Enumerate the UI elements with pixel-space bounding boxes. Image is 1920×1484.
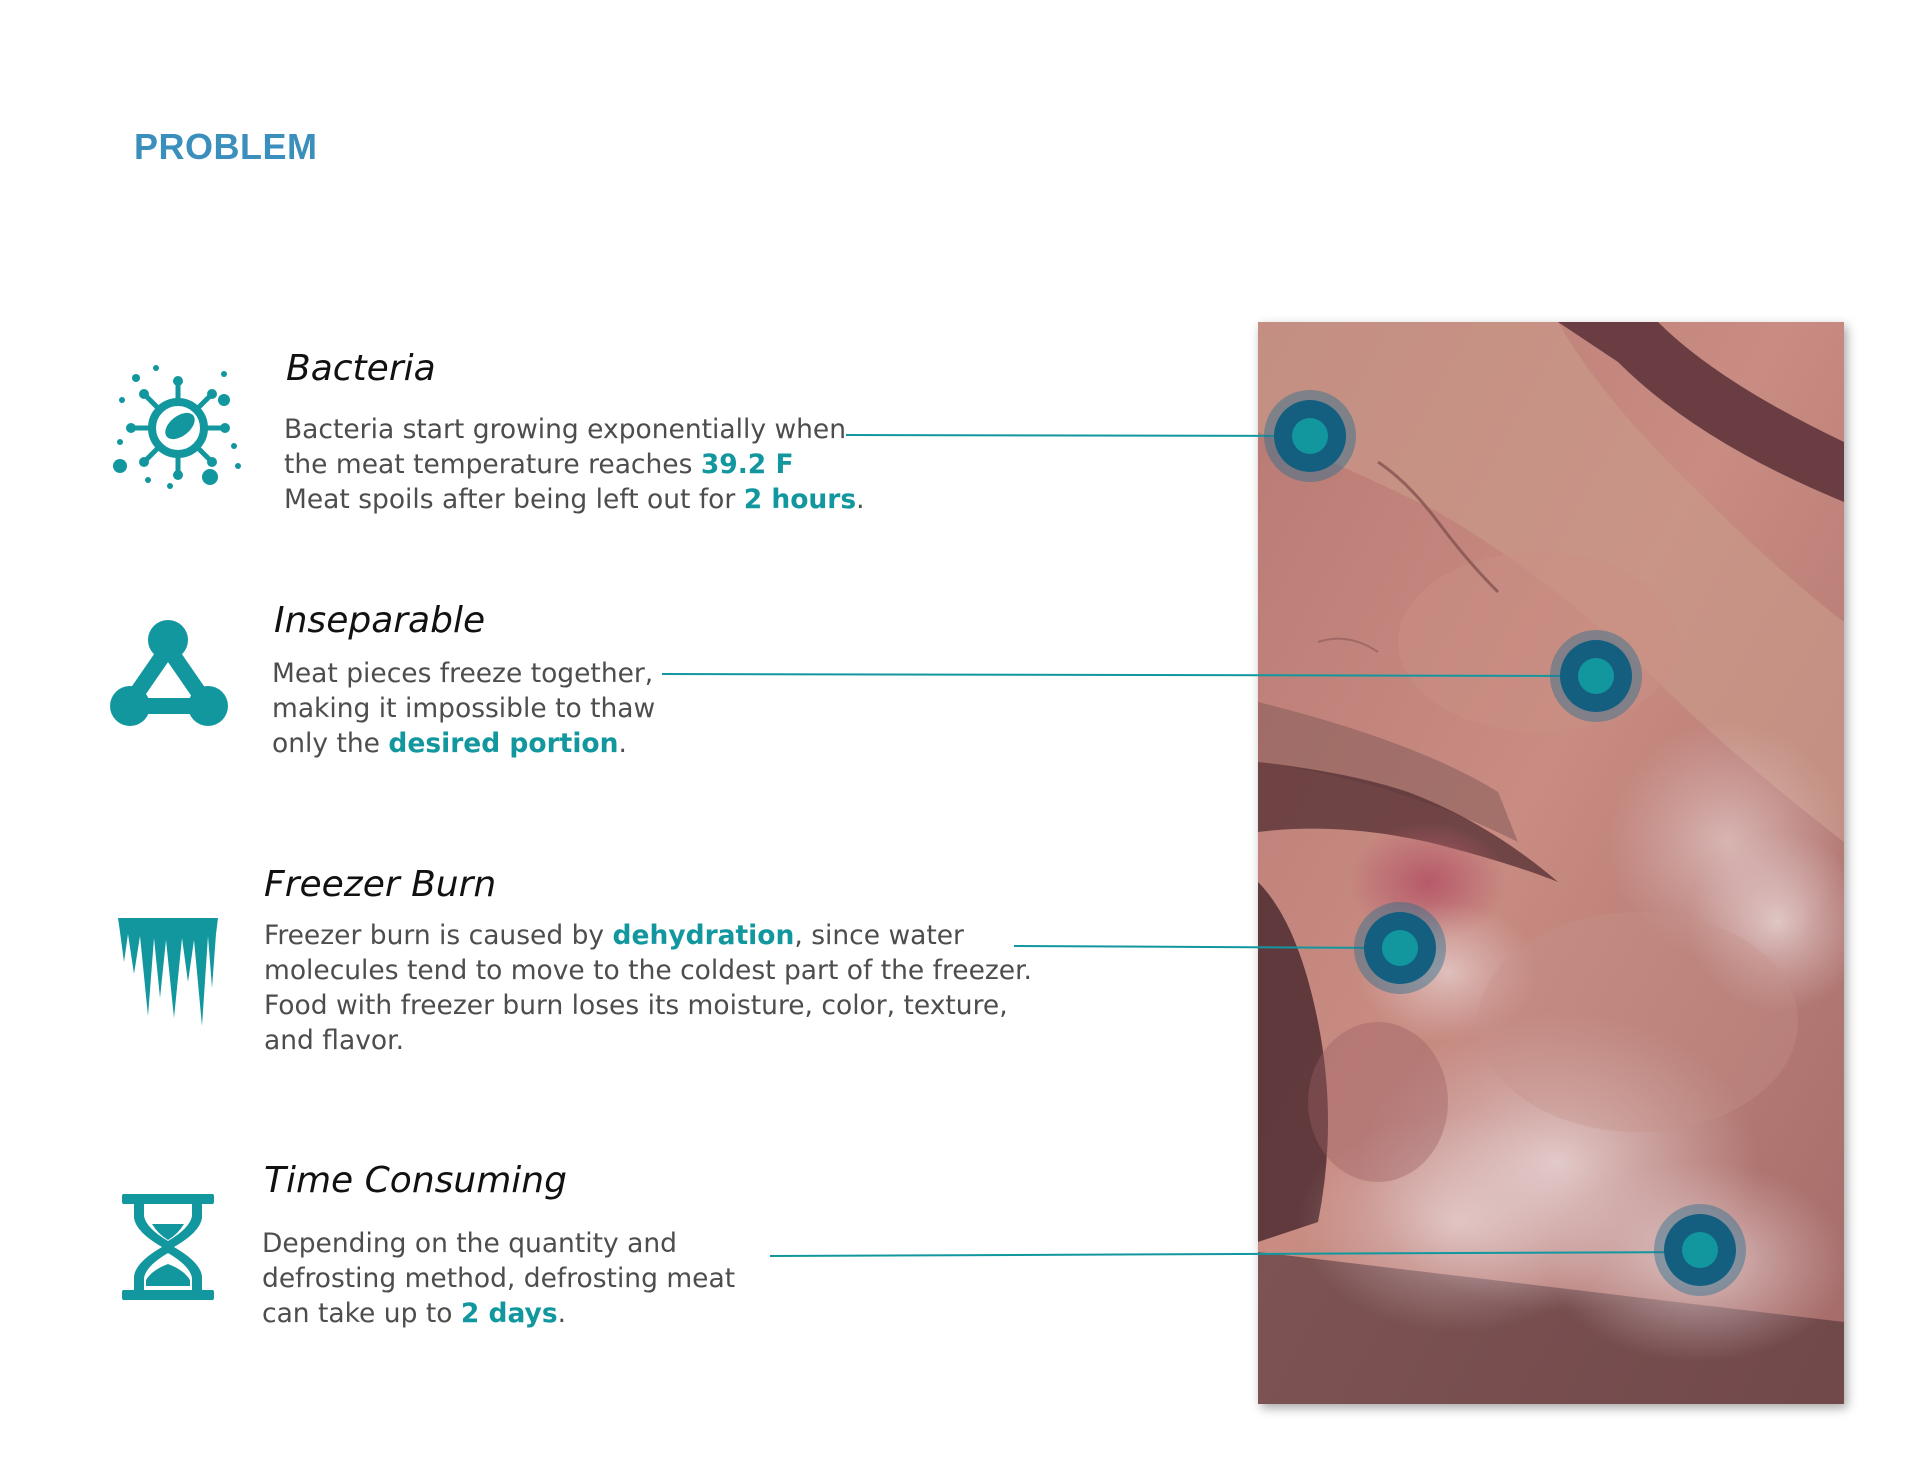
problem-desc-freezer-burn bbox=[264, 918, 1032, 1058]
desc-text: Food with freezer burn loses its moisture, color, texture, bbox=[264, 990, 1008, 1021]
desc-line bbox=[272, 728, 627, 759]
desc-text: Depending on the quantity and bbox=[262, 1228, 677, 1259]
highlight-text: 2 hours bbox=[743, 484, 857, 515]
desc-text: , since water bbox=[794, 920, 964, 951]
problem-desc-bacteria bbox=[284, 412, 865, 517]
desc-text: Freezer burn is caused by bbox=[264, 920, 613, 951]
desc-line bbox=[284, 414, 846, 445]
desc-line bbox=[262, 1298, 566, 1329]
desc-line bbox=[272, 658, 653, 689]
hourglass-icon bbox=[122, 1194, 214, 1300]
highlight-text: 39.2 F bbox=[700, 449, 794, 480]
desc-line bbox=[264, 955, 1032, 986]
desc-text: only the bbox=[272, 728, 389, 759]
problem-title-bacteria: Bacteria bbox=[286, 348, 436, 389]
desc-text: molecules tend to move to the coldest part of the freezer. bbox=[264, 955, 1032, 986]
desc-line bbox=[272, 693, 655, 724]
problem-desc-inseparable bbox=[272, 656, 655, 761]
highlight-text: dehydration bbox=[612, 920, 795, 951]
desc-line bbox=[264, 990, 1008, 1021]
desc-line bbox=[262, 1263, 735, 1294]
desc-text: Meat spoils after being left out for bbox=[284, 484, 744, 515]
page-title: PROBLEM bbox=[134, 126, 318, 167]
desc-text: making it impossible to thaw bbox=[272, 693, 656, 724]
problem-desc-time-consuming bbox=[262, 1226, 735, 1331]
desc-text: can take up to bbox=[262, 1298, 461, 1329]
frozen-meat-photo bbox=[1258, 322, 1844, 1404]
desc-line bbox=[284, 484, 865, 515]
highlight-text: desired portion bbox=[388, 728, 619, 759]
connector-line-bacteria bbox=[846, 435, 1310, 436]
molecule-icon bbox=[110, 618, 228, 728]
icicles-icon bbox=[118, 918, 218, 1028]
desc-text: and flavor. bbox=[264, 1025, 404, 1056]
bacteria-icon bbox=[112, 362, 248, 490]
desc-text: . bbox=[856, 484, 865, 515]
desc-text: . bbox=[618, 728, 627, 759]
desc-text: Meat pieces freeze together, bbox=[272, 658, 654, 689]
desc-line bbox=[264, 920, 964, 951]
desc-text: . bbox=[557, 1298, 567, 1329]
desc-line bbox=[262, 1228, 677, 1259]
problem-title-time-consuming: Time Consuming bbox=[264, 1160, 567, 1201]
desc-text: defrosting method, defrosting meat bbox=[262, 1263, 736, 1294]
problem-title-inseparable: Inseparable bbox=[274, 600, 486, 641]
highlight-text: 2 days bbox=[460, 1298, 558, 1329]
desc-line bbox=[264, 1025, 404, 1056]
problem-title-freezer-burn: Freezer Burn bbox=[264, 864, 497, 905]
desc-line bbox=[284, 449, 794, 480]
desc-text: the meat temperature reaches bbox=[284, 449, 701, 480]
desc-text: Bacteria start growing exponentially when bbox=[284, 414, 847, 445]
